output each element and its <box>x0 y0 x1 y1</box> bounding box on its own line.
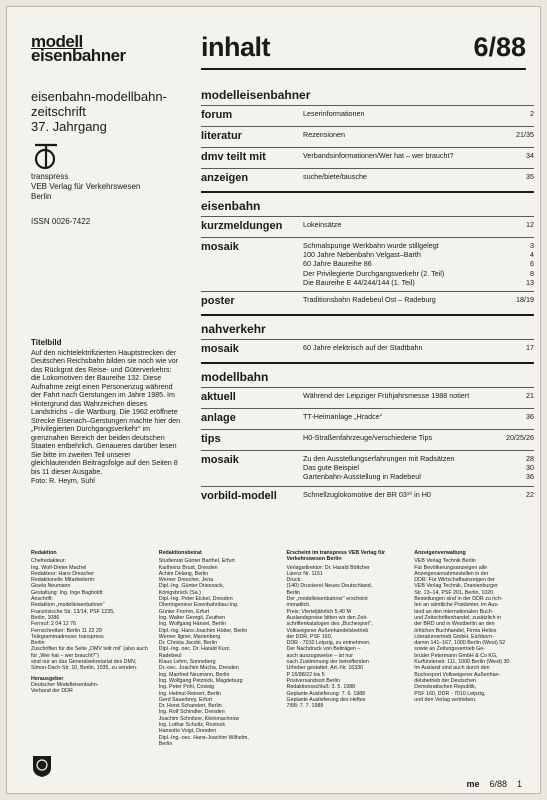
imprint-column-redaktionsbeirat <box>159 550 279 747</box>
imprint-line: Der Nachdruck von Beiträgen – <box>286 646 361 653</box>
toc-entry-page: 2 <box>530 109 534 118</box>
imprint-line: Fernruf: 2 04 12 76 <box>31 621 77 628</box>
imprint-line: Berlin, 1086 <box>31 614 60 621</box>
publisher-info: transpress VEB Verlag für Verkehrswesen Berlin <box>31 172 141 201</box>
toc-entry-page: 13 <box>526 277 534 287</box>
imprint-heading: Redaktion <box>31 550 57 556</box>
toc-entry <box>303 433 534 442</box>
toc-entry <box>303 151 534 160</box>
toc-entry-page: 20/25/26 <box>506 433 534 443</box>
toc-entry-title: Schnellzuglokomotive der BR 03¹⁰ in H0 <box>303 489 431 499</box>
toc-entries <box>303 412 534 425</box>
imprint-line: Der „modelleisenbahner“ erscheint <box>286 596 368 603</box>
issn: ISSN 0026-7422 <box>31 217 91 226</box>
imprint-line: Berlin <box>31 640 45 647</box>
imprint-line: Ing. Manfred Neumann, Berlin <box>158 671 230 678</box>
imprint-line: Dipl.-Ing.-oec. Hans-Joachim Wilhelm, <box>158 734 249 741</box>
toc-row <box>201 168 534 189</box>
toc-entry-page: 18/19 <box>516 295 534 305</box>
imprint-line: der BRD und in Westberlin an den <box>414 621 495 628</box>
imprint-line: Günter Fromm, Erfurt <box>158 608 210 615</box>
toc-entry <box>303 391 534 400</box>
toc-entries <box>303 490 534 503</box>
toc-entries <box>303 109 534 122</box>
imprint-line: monatlich. <box>286 602 311 609</box>
toc-entry-page: 36 <box>526 472 534 482</box>
toc-category: aktuell <box>201 391 236 404</box>
toc-row <box>201 339 534 360</box>
dmv-emblem-icon <box>31 754 53 778</box>
toc-entry-page: 30 <box>526 463 534 473</box>
toc-entry <box>303 454 534 463</box>
imprint-line: örtlichen Buchhandel, Firma Helios <box>414 627 497 634</box>
toc-row <box>201 237 534 291</box>
imprint-line: Preis: Vierteljährlich 5,40 M <box>286 608 351 615</box>
toc-entry-title: Traditionsbahn Radebeul Ost – Radeburg <box>303 295 436 305</box>
magazine-logo: modell eisenbahner <box>31 32 126 65</box>
toc-section-heading: nahverkehr <box>201 314 534 339</box>
imprint-line: damm 141–167, 1000 Berlin (West) 52 <box>414 640 506 647</box>
toc-entry-title: H0-Straßenfahrzeuge/verschiedene Tips <box>303 433 433 443</box>
toc-entry-title: suche/biete/tausche <box>303 172 367 181</box>
toc-entry-title: Das gute Beispiel <box>303 463 359 473</box>
imprint-line: Ing. Lothar Schultz, Rostock <box>158 722 225 729</box>
toc-entry-title: Der Privilegierte Durchgangsverkehr (2. Teil) <box>303 268 445 278</box>
imprint-line: schriftenkatalogen des „Buchexport“, <box>286 621 373 628</box>
footer-brand: me <box>466 779 480 789</box>
toc-entries <box>303 220 534 233</box>
imprint-line: Bestellungen sind in der DDR zu rich- <box>414 596 503 603</box>
imprint-line: Redaktion „modelleisenbahner“ <box>31 602 105 609</box>
imprint-heading: Erscheint im transpress VEB Verlag für Verkehrswesen Berlin <box>286 550 386 563</box>
imprint-line: Druck: <box>286 577 302 584</box>
toc-category: mosaik <box>201 454 239 467</box>
toc-row <box>201 216 534 237</box>
imprint-line: PSF 160, DDR - 7010 Leipzig, <box>414 690 486 697</box>
imprint-line: Lizenz Nr. 1151 <box>286 570 323 577</box>
imprint-line: Ing. Wolfgang Petznick, Magdeburg <box>158 677 243 684</box>
imprint-line: Studienrat Günter Barthel, Erfurt <box>158 558 235 565</box>
imprint-line: und Zeitschriftenhandel; zusätzlich in <box>414 614 502 621</box>
page-title: inhalt <box>201 32 270 62</box>
toc-entry-page: 34 <box>526 151 534 160</box>
toc-entries <box>303 343 534 356</box>
toc-entries <box>303 295 534 308</box>
imprint-line: 7/88: 7. 7. 1988 <box>286 703 324 710</box>
imprint-line: Dipl.-Ing. Hans-Joachim Hütter, Berlin <box>158 627 248 634</box>
toc-entry-title: 60 Jahre Baureihe 86 <box>303 259 372 269</box>
toc-entry-page: 35 <box>526 172 534 181</box>
imprint-line: (140) Druckerei Neues Deutschland, <box>286 583 373 590</box>
toc-entry <box>303 490 534 499</box>
imprint-line: Karlheinz Brust, Dresden <box>158 564 218 571</box>
toc-entries <box>303 241 534 287</box>
toc-entry-title: Die Baureihe E 44/244/144 (1. Teil) <box>303 277 415 287</box>
imprint-line: Geplante Auslieferung: 7. 6. 1988 <box>286 690 366 697</box>
photo-credit: Foto: R. Heym, Suhl <box>31 477 95 485</box>
table-of-contents <box>201 80 534 507</box>
toc-category: kurzmeldungen <box>201 220 283 232</box>
imprint-line: Redakteur: Hans Dreacher <box>31 570 95 577</box>
imprint-line: delsbetrieb der Deutschen <box>414 677 477 684</box>
imprint-line: Oberingenieur Eisenbahnbau-Ing. <box>158 602 239 609</box>
footer-issue: 6/88 <box>489 779 507 789</box>
imprint-column-anzeigen <box>414 550 534 747</box>
imprint-line: Dr. Christa Jacobi, Berlin <box>158 640 218 647</box>
toc-entries <box>303 172 534 185</box>
toc-entries <box>303 130 534 143</box>
imprint-line: Hansotto Voigt, Dresden <box>158 728 217 735</box>
issue-number: 6/88 <box>473 32 526 62</box>
toc-entry <box>303 130 534 139</box>
toc-category: tips <box>201 433 221 446</box>
toc-entry <box>303 250 534 259</box>
toc-entry-page: 17 <box>526 343 534 353</box>
toc-entry-title: Während der Leipziger Frühjahrsmesse 1988 notiert <box>303 391 470 401</box>
toc-entry-page: 4 <box>530 250 534 260</box>
imprint-line: Dipl.-Ing. Günter Driesnack, <box>158 583 225 590</box>
imprint-line: Werner Drescher, Jena <box>158 577 214 584</box>
imprint-line: ten an sämtliche Postämter, im Aus- <box>414 602 499 609</box>
imprint-line: Im Ausland sind auch durch den <box>414 665 490 672</box>
toc-row <box>201 126 534 147</box>
toc-category: mosaik <box>201 343 239 356</box>
toc-entry <box>303 109 534 118</box>
imprint-line: Postversandsort Berlin <box>286 677 340 684</box>
toc-entry <box>303 343 534 352</box>
imprint-line: Gerd Sauerbrey, Erfurt <box>158 696 212 703</box>
imprint <box>31 550 534 747</box>
imprint-line: Kurfürstenstr. 111, 1000 Berlin (West) 30. <box>414 659 511 666</box>
toc-entry-page: 3 <box>530 241 534 250</box>
toc-section-heading: modellbahn <box>201 362 534 387</box>
imprint-line: sind nur an das Generalsekretariat des DMV, Simon-Dach-Str. 10, Berlin, 1035, zu senden. <box>31 659 138 672</box>
imprint-line: Berlin <box>158 740 173 747</box>
toc-category: forum <box>201 109 233 121</box>
imprint-line: VEB Verlag Technik, Oranienburger <box>414 583 498 590</box>
imprint-line: Ing. Wolf-Dieter Machel <box>31 564 87 571</box>
imprint-line: Dr.-oec. Joachim Mucha, Dresden <box>158 665 239 672</box>
imprint-line: nach Zustimmung der betreffenden <box>286 659 369 666</box>
toc-entry-title: Leserinformationen <box>303 109 365 118</box>
toc-category: literatur <box>201 130 242 142</box>
toc-entries <box>303 433 534 446</box>
toc-entry <box>303 278 534 287</box>
page-footer <box>466 779 522 789</box>
toc-row <box>201 408 534 429</box>
imprint-line: Gisela Neumann <box>31 583 71 590</box>
toc-entry <box>303 259 534 268</box>
toc-row <box>201 105 534 126</box>
imprint-line: der DDR, PSF 160, <box>286 633 333 640</box>
imprint-line: Achim Delang, Berlin <box>158 570 209 577</box>
imprint-column-verlag <box>287 550 407 747</box>
cover-caption-heading: Titelbild <box>31 338 62 347</box>
header-rule <box>201 68 526 70</box>
imprint-line: Ing. Walter Georgii, Zeuthen <box>158 614 226 621</box>
imprint-line: Chefredakteur: <box>31 558 67 565</box>
imprint-line: Verband der DDR <box>31 688 73 695</box>
imprint-line: auch auszugsweise – ist nur <box>286 652 354 659</box>
toc-row <box>201 486 534 507</box>
imprint-line: Ing. Wolfgang Hänsel, Berlin <box>158 621 226 628</box>
toc-entry-page: 21 <box>526 391 534 401</box>
imprint-line: Werner Ilgner, Marienberg <box>158 633 221 640</box>
imprint-line: DDR - 7010 Leipzig, zu entnehmen. <box>286 640 371 647</box>
toc-entry-page: 21/35 <box>516 130 534 139</box>
toc-section-heading: eisenbahn <box>201 191 534 216</box>
toc-entries <box>303 391 534 404</box>
toc-category: anzeigen <box>201 172 249 184</box>
toc-row <box>201 291 534 312</box>
imprint-line: Demokratischen Republik, <box>414 684 477 691</box>
toc-section-heading: modelleisenbahner <box>201 88 311 102</box>
imprint-line: Deutscher Modelleisenbahn- <box>31 681 99 688</box>
toc-entry-title: Verbandsinformationen/Wer hat – wer braucht? <box>303 151 454 160</box>
imprint-line: Königsbrück (Sa.) <box>158 589 201 596</box>
imprint-subheading: Herausgeber <box>31 675 64 682</box>
imprint-line: Anzeigenannahmestellen in der <box>414 570 489 577</box>
imprint-line: Anschrift: <box>31 596 54 603</box>
imprint-line: Ing. Helmut Reinert, Berlin <box>158 690 221 697</box>
toc-entry <box>303 295 534 304</box>
imprint-line: Gestaltung: Ing. Inge Bagholdt <box>31 589 103 596</box>
page-number: 1 <box>516 779 522 789</box>
imprint-line: Telegrammadresse: transpress <box>31 633 104 640</box>
imprint-line: Volkseigener Außenhandelsbetrieb <box>286 627 369 634</box>
toc-entry <box>303 412 534 421</box>
magazine-subtitle: eisenbahn-modellbahn- zeitschrift 37. Jahrgang <box>31 89 167 134</box>
imprint-line: Ing. Rolf Schindler, Dresden <box>158 709 225 716</box>
toc-entry-title: Gartenbahn-Ausstellung in Radebeul <box>303 472 421 482</box>
imprint-line: brüder Petermann GmbH & Co KG, <box>414 652 498 659</box>
imprint-line: Redaktionelle Mitarbeiterin: <box>31 577 96 584</box>
imprint-line: DDR. Für Wirtschaftsanzeigen der <box>414 577 495 584</box>
imprint-line: Geplante Auslieferung des Heftes <box>286 696 366 703</box>
toc-category: mosaik <box>201 241 239 253</box>
toc-entry-page: 22 <box>526 489 534 499</box>
cover-caption-text: Auf den nichtelektrifizierten Hauptstrecken der Deutschen Reichsbahn bilden sie noch wie vor das Rückgrat des Reise- und Güterverkehrs: die Lokomotiven der Baureihe 132. Diese Aufnahme zeigt einen Personenzug während der Fahrt nach Gerstungen im Jahre 1985. Im Hintergrund das Wahrzeichen dieses Landstrichs – die Wartburg. Die 1962 eröffnete Strecke Eisenach–Gerstungen machte hier den „Privilegierten Durchgangsverkehr“ im grenznahen Bereich der beiden deutschen Staaten entbehrlich. Genaueres darüber lesen Sie bitte im zweiten Teil unserer gleichlautenden Beitragsfolge auf den Seiten 8 bis 11 dieser Ausgabe. <box>31 348 181 476</box>
toc-entry-title: Lokeinsätze <box>303 220 342 229</box>
toc-entry-title: TT-Heimanlage „Hradce“ <box>303 412 383 422</box>
toc-entry-page: 28 <box>526 454 534 464</box>
imprint-line: Str. 13–14, PSF 201, Berlin, 1020. <box>414 589 495 596</box>
imprint-line: Radebeul <box>158 652 182 659</box>
imprint-line: sowie an Zeitungsvertrieb Ge- <box>414 646 485 653</box>
toc-entry-page: 36 <box>526 412 534 422</box>
imprint-line: Dipl.-Ing. Peter Eickel, Dresden <box>158 596 233 603</box>
toc-entry <box>303 463 534 472</box>
imprint-line: Literaturvertrieb GmbH, Eichborn- <box>414 633 494 640</box>
toc-entries <box>303 454 534 482</box>
toc-entry-title: Zu den Ausstellungserfahrungen mit Radsätzen <box>303 454 455 464</box>
toc-entry <box>303 269 534 278</box>
imprint-column-redaktion <box>31 550 151 747</box>
toc-entry-title: 60 Jahre elektrisch auf der Stadtbahn <box>303 343 423 353</box>
imprint-line: Fernschreiber: Berlin 11 22 29 <box>31 627 102 634</box>
toc-entry-page: 12 <box>526 220 534 229</box>
toc-entry-title: Rezensionen <box>303 130 345 139</box>
toc-entry <box>303 472 534 481</box>
imprint-line: Redaktionsschluß: 3. 5. 1988 <box>286 684 356 691</box>
imprint-line: Verlagsdirektor: Dr. Harald Böttcher <box>286 564 370 571</box>
toc-entry-page: 6 <box>530 259 534 269</box>
toc-category: dmv teilt mit <box>201 151 266 163</box>
toc-row <box>201 147 534 168</box>
imprint-heading: Redaktionsbeirat <box>158 550 202 556</box>
imprint-line: Berlin <box>286 589 301 596</box>
toc-row <box>201 387 534 408</box>
imprint-line: VEB Verlag Technik Berlin <box>414 558 476 565</box>
imprint-line: Für Bevölkerungsanzeigen alle <box>414 564 487 571</box>
imprint-line: P 16/88/22 bis 5 <box>286 671 325 678</box>
transpress-logo-icon <box>31 141 61 171</box>
toc-entry <box>303 220 534 229</box>
toc-entry-page: 8 <box>530 268 534 278</box>
imprint-line: land an den internationalen Buch- <box>414 608 494 615</box>
imprint-line: Buchexport Volkseigener Außenhan- <box>414 671 501 678</box>
imprint-line: Dipl.-Ing. oec. Dr. Harald Kurz, <box>158 646 231 653</box>
toc-entry-title: 100 Jahre Nebenbahn Velgast–Barth <box>303 250 421 260</box>
toc-row <box>201 450 534 486</box>
imprint-heading: Anzeigenverwaltung <box>414 550 466 556</box>
imprint-line: Joachim Schnitzer, Kleinmachnow <box>158 715 240 722</box>
cover-caption <box>31 339 181 486</box>
imprint-line: und den Verlag vertrieben. <box>414 696 477 703</box>
imprint-line: Französische Str. 13/14, PSF 1235, <box>31 608 115 615</box>
magazine-page <box>6 6 541 794</box>
toc-category: anlage <box>201 412 236 425</box>
imprint-line: Urheber gestattet. Art.-Nr. 16330 <box>286 665 364 672</box>
imprint-line: Ing. Peter Pohl, Coswig <box>158 684 215 691</box>
toc-entry <box>303 241 534 250</box>
imprint-line: Dr. Horst Schandert, Berlin <box>158 703 222 710</box>
toc-row <box>201 429 534 450</box>
toc-category: vorbild-modell <box>201 489 277 502</box>
imprint-line: Klaus Lehm, Sonneberg <box>158 659 216 666</box>
toc-entries <box>303 151 534 164</box>
toc-category: poster <box>201 295 235 308</box>
imprint-line: Zuschriften für die Seite „DMV teilt mit“ (also auch für „Wer hat – wer braucht?“) <box>31 646 150 659</box>
toc-entry <box>303 172 534 181</box>
toc-entry-title: Schmalspurige Werkbahn wurde stillgelegt <box>303 241 439 250</box>
imprint-line: Auslandspreise bitten wir den Zeit- <box>286 614 368 621</box>
